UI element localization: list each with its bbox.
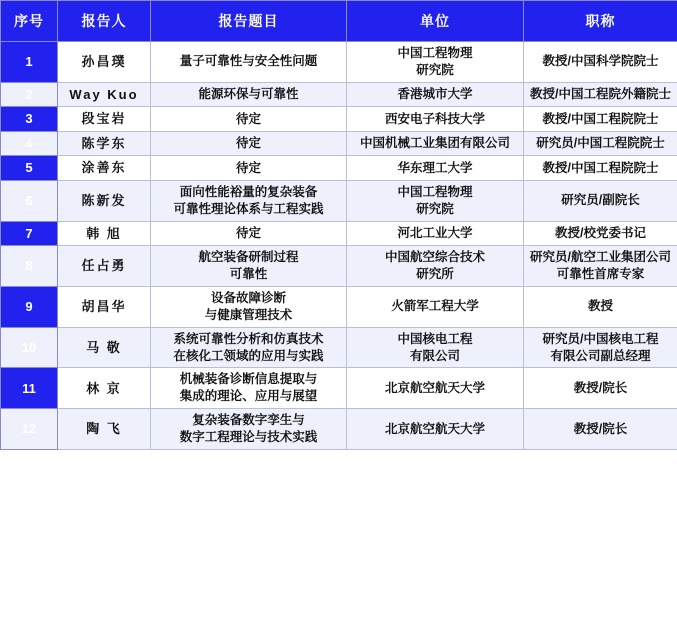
position-title-line: 有限公司副总经理 [550, 348, 651, 363]
organization-line: 河北工业大学 [397, 226, 473, 241]
report-topic [151, 156, 347, 181]
table-row [1, 131, 677, 156]
report-topic-line: 集成的理论、应用与展望 [179, 389, 318, 404]
position-title-line: 教授/校党委书记 [555, 226, 646, 241]
row-index: 2 [1, 82, 58, 107]
position-title [524, 131, 677, 156]
organization [347, 180, 524, 221]
report-topic-line: 待定 [235, 226, 261, 241]
report-topic [151, 131, 347, 156]
report-topic-line: 待定 [235, 136, 261, 151]
position-title-line: 教授 [587, 299, 613, 314]
position-title-line: 教授/中国工程院外籍院士 [530, 87, 671, 102]
position-title [524, 409, 677, 450]
table-body [1, 42, 677, 450]
report-topic-line: 系统可靠性分析和仿真技术 [173, 331, 324, 346]
speaker-name: 孙昌璞 [58, 42, 151, 83]
organization-line: 中国工程物理 [397, 184, 473, 199]
organization-line: 火箭军工程大学 [391, 299, 479, 314]
position-title-line: 教授/中国工程院院士 [542, 111, 659, 126]
table-header [1, 1, 677, 42]
report-topic [151, 42, 347, 83]
organization-line: 有限公司 [409, 348, 460, 363]
organization [347, 368, 524, 409]
speaker-name: 马 敬 [58, 327, 151, 368]
report-topic [151, 246, 347, 287]
column-header-speaker: 报告人 [58, 1, 151, 42]
organization-line: 中国核电工程 [397, 331, 473, 346]
organization [347, 131, 524, 156]
row-index: 5 [1, 156, 58, 181]
report-topic [151, 107, 347, 132]
speaker-name: 韩 旭 [58, 221, 151, 246]
report-topic-line: 与健康管理技术 [204, 307, 293, 322]
position-title-line: 教授/中国科学院院士 [542, 54, 659, 69]
row-index: 4 [1, 131, 58, 156]
table-row [1, 286, 677, 327]
row-index: 11 [1, 368, 58, 409]
table-row [1, 156, 677, 181]
position-title [524, 82, 677, 107]
position-title [524, 368, 677, 409]
position-title-line: 教授/中国工程院院士 [542, 160, 659, 175]
position-title-line: 教授/院长 [573, 421, 628, 436]
report-topic-line: 航空装备研制过程 [198, 250, 299, 265]
table-row [1, 82, 677, 107]
report-topic-line: 设备故障诊断 [210, 290, 286, 305]
organization-line: 研究所 [416, 267, 454, 282]
report-topic-line: 数字工程理论与技术实践 [179, 430, 318, 445]
speaker-name: 陈学东 [58, 131, 151, 156]
report-topic-line: 能源环保与可靠性 [198, 87, 299, 102]
organization-line: 华东理工大学 [397, 160, 473, 175]
position-title-line: 教授/院长 [573, 380, 628, 395]
report-topic [151, 327, 347, 368]
row-index: 1 [1, 42, 58, 83]
table-row [1, 327, 677, 368]
row-index: 12 [1, 409, 58, 450]
report-topic-line: 在核化工领域的应用与实践 [173, 348, 324, 363]
report-topic-line: 待定 [235, 111, 261, 126]
organization [347, 409, 524, 450]
position-title [524, 156, 677, 181]
organization-line: 北京航空航天大学 [384, 421, 485, 436]
report-topic-line: 复杂装备数字孪生与 [192, 413, 305, 428]
organization [347, 327, 524, 368]
position-title [524, 42, 677, 83]
row-index: 3 [1, 107, 58, 132]
speaker-name: 林 京 [58, 368, 151, 409]
report-topic [151, 409, 347, 450]
organization-line: 中国工程物理 [397, 46, 473, 60]
position-title-line: 研究员/副院长 [561, 193, 640, 208]
speaker-name: 陈新发 [58, 180, 151, 221]
organization-line: 研究院 [416, 201, 454, 216]
report-topic-line: 量子可靠性与安全性问题 [179, 54, 318, 69]
report-topic-line: 可靠性 [229, 267, 268, 282]
row-index: 10 [1, 327, 58, 368]
table-row [1, 42, 677, 83]
organization-line: 香港城市大学 [397, 87, 473, 102]
report-topic-line: 可靠性理论体系与工程实践 [173, 201, 324, 216]
column-header-topic: 报告题目 [151, 1, 347, 42]
organization-line: 北京航空航天大学 [384, 380, 485, 395]
position-title-line: 研究员/中国工程院院士 [536, 136, 665, 151]
position-title [524, 286, 677, 327]
row-index: 8 [1, 246, 58, 287]
organization [347, 286, 524, 327]
table-row [1, 180, 677, 221]
position-title-line: 研究员/航空工业集团公司 [530, 250, 671, 265]
column-header-index: 序号 [1, 1, 58, 42]
organization [347, 246, 524, 287]
organization-line: 中国航空综合技术 [384, 250, 485, 265]
organization [347, 42, 524, 83]
table-row [1, 221, 677, 246]
organization [347, 221, 524, 246]
column-header-organization: 单位 [347, 1, 524, 42]
report-topic-line: 面向性能裕量的复杂装备 [179, 184, 318, 199]
report-topic [151, 286, 347, 327]
organization-line: 研究院 [416, 62, 454, 77]
position-title [524, 327, 677, 368]
position-title [524, 180, 677, 221]
organization-line: 中国机械工业集团有限公司 [359, 136, 510, 151]
speaker-name: 涂善东 [58, 156, 151, 181]
row-index: 6 [1, 180, 58, 221]
organization [347, 82, 524, 107]
report-topic [151, 180, 347, 221]
organization-line: 西安电子科技大学 [384, 111, 485, 126]
table-row [1, 246, 677, 287]
speaker-name: 胡昌华 [58, 286, 151, 327]
position-title-line: 可靠性首席专家 [556, 267, 645, 282]
row-index: 7 [1, 221, 58, 246]
position-title [524, 221, 677, 246]
speaker-name: Way Kuo [58, 82, 151, 107]
column-header-position: 职称 [524, 1, 677, 42]
table-header-row [1, 1, 677, 42]
table-row [1, 107, 677, 132]
report-topic-line: 机械装备诊断信息提取与 [179, 372, 318, 387]
report-topic [151, 368, 347, 409]
position-title [524, 246, 677, 287]
organization [347, 107, 524, 132]
table-row [1, 409, 677, 450]
position-title [524, 107, 677, 132]
speaker-name: 段宝岩 [58, 107, 151, 132]
speaker-name: 陶 飞 [58, 409, 151, 450]
table-row [1, 368, 677, 409]
report-topic-line: 待定 [235, 160, 261, 175]
speaker-name: 任占勇 [58, 246, 151, 287]
position-title-line: 研究员/中国核电工程 [542, 331, 659, 346]
organization [347, 156, 524, 181]
report-topic [151, 82, 347, 107]
report-topic [151, 221, 347, 246]
row-index: 9 [1, 286, 58, 327]
